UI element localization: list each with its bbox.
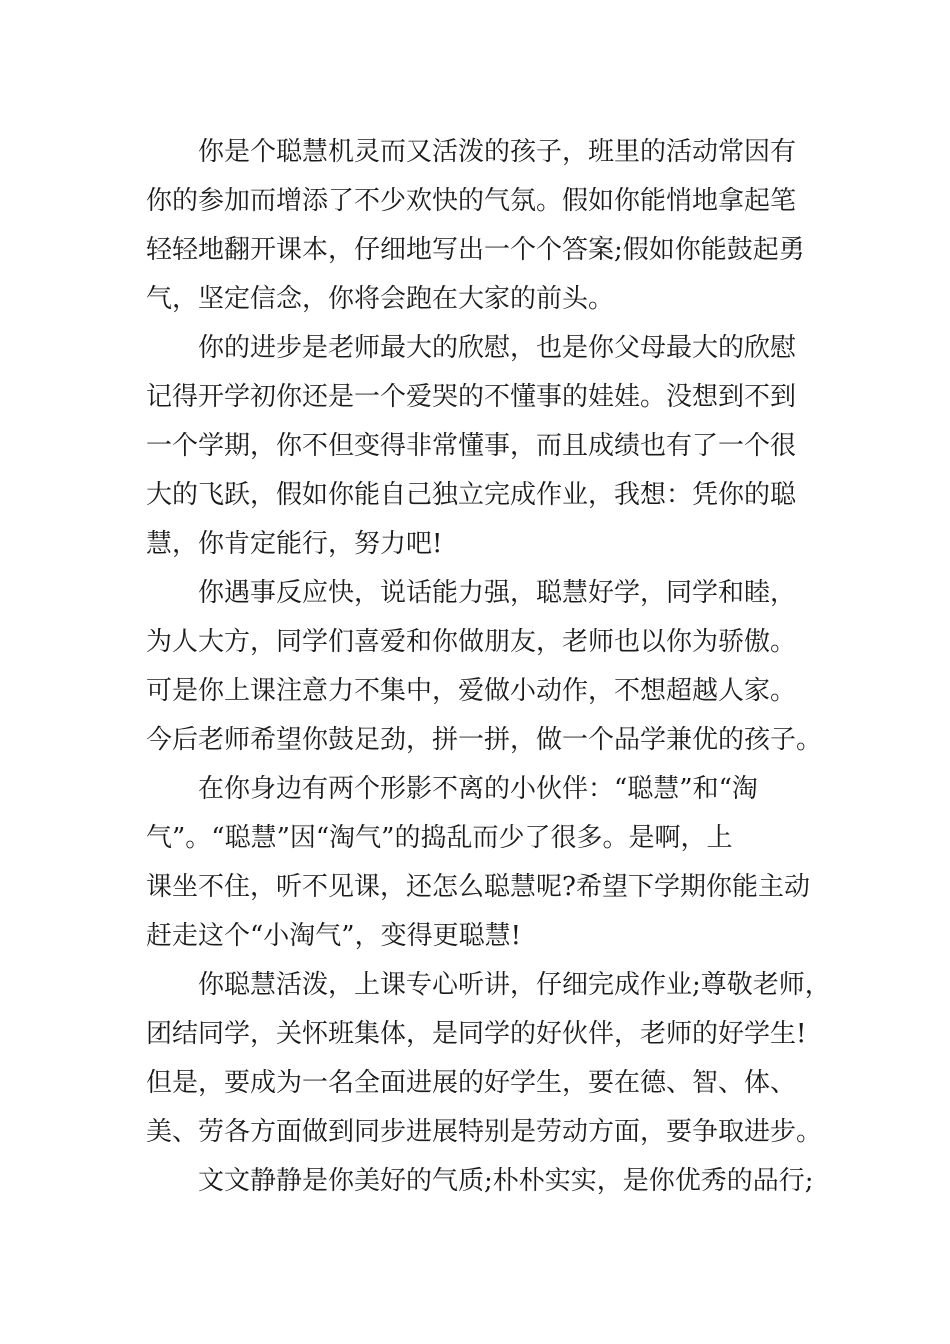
document-body [146,128,831,1206]
text-line: 你遇事反应快，说话能力强，聪慧好学，同学和睦， [198,578,797,608]
text-line: 气，坚定信念，你将会跑在大家的前头。 [146,284,615,314]
text-line: 大的飞跃，假如你能自己独立完成作业，我想：凭你的聪 [146,480,797,510]
text-line: 文文静静是你美好的气质;朴朴实实，是你优秀的品行; [198,1166,814,1196]
text-line: 团结同学，关怀班集体，是同学的好伙伴，老师的好学生! [146,1019,807,1049]
text-line: 轻轻地翻开课本，仔细地写出一个个答案;假如你能鼓起勇 [146,235,805,265]
text-line: 课坐不住，听不见课，还怎么聪慧呢?希望下学期你能主动 [146,872,810,902]
text-line: 你的参加而增添了不少欢快的气氛。假如你能悄地拿起笔 [146,186,797,216]
text-line: 今后老师希望你鼓足劲，拼一拼，做一个品学兼优的孩子。 [146,725,823,755]
text-line: 为人大方，同学们喜爱和你做朋友，老师也以你为骄傲。 [146,627,797,657]
text-line: 慧，你肯定能行，努力吧! [146,529,443,559]
text-line: 可是你上课注意力不集中，爱做小动作，不想超越人家。 [146,676,797,706]
text-line: 一个学期，你不但变得非常懂事，而且成绩也有了一个很 [146,431,797,461]
text-line: 赶走这个“小淘气”，变得更聪慧! [146,921,522,951]
text-line: 但是，要成为一名全面进展的好学生，要在德、智、体、 [146,1068,797,1098]
text-line: 美、劳各方面做到同步进展特别是劳动方面，要争取进步。 [146,1117,823,1147]
text-line: 你聪慧活泼，上课专心听讲，仔细完成作业;尊敬老师， [198,970,831,1000]
text-line: 你的进步是老师最大的欣慰，也是你父母最大的欣慰 [198,333,797,363]
text-line: 你是个聪慧机灵而又活泼的孩子，班里的活动常因有 [198,137,797,167]
text-line: 气”。“聪慧”因“淘气”的捣乱而少了很多。是啊，上 [146,823,733,853]
text-line: 在你身边有两个形影不离的小伙伴：“聪慧”和“淘 [198,774,758,804]
text-line: 记得开学初你还是一个爱哭的不懂事的娃娃。没想到不到 [146,382,797,412]
